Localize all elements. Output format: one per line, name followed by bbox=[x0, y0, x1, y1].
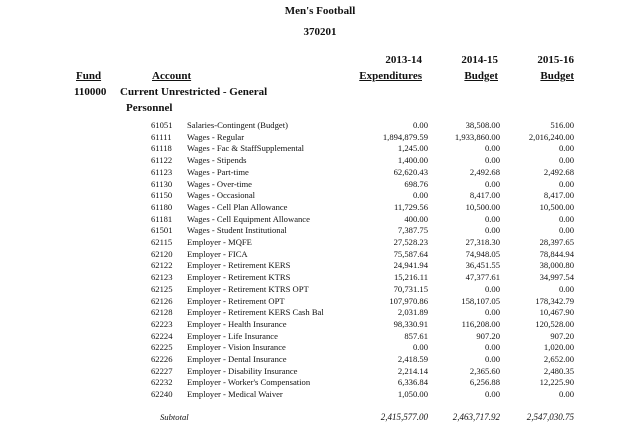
col2-value: 74,948.05 bbox=[465, 248, 500, 259]
table-row bbox=[0, 167, 640, 178]
col3-value: 0.00 bbox=[558, 155, 574, 166]
table-row bbox=[0, 272, 640, 283]
col3-value: 907.20 bbox=[550, 330, 574, 341]
account-description: Employer - Health Insurance bbox=[187, 318, 287, 329]
table-row bbox=[0, 179, 640, 190]
account-description: Salaries-Contingent (Budget) bbox=[187, 120, 288, 130]
col1-value: 1,050.00 bbox=[397, 389, 428, 400]
col1-value: 62,620.43 bbox=[393, 166, 428, 177]
col3-value: 38,000.80 bbox=[539, 260, 574, 271]
col1-value: 70,731.15 bbox=[393, 283, 428, 294]
account-code: 62125 bbox=[151, 283, 173, 294]
col3-value: 2,016,240.00 bbox=[528, 131, 574, 142]
col2-value: 0.00 bbox=[484, 342, 500, 353]
col1-value: 98,330.91 bbox=[393, 318, 428, 329]
col2-value: 2,492.68 bbox=[469, 166, 500, 177]
col2-value: 0.00 bbox=[484, 389, 500, 400]
col3-value: 78,844.94 bbox=[539, 248, 574, 259]
account-code: 61122 bbox=[151, 155, 173, 166]
account-code: 62123 bbox=[151, 272, 173, 283]
table-row bbox=[0, 354, 640, 365]
table-row bbox=[0, 237, 640, 248]
col2-value: 2,365.60 bbox=[469, 365, 500, 376]
account-code: 62240 bbox=[151, 389, 173, 400]
table-row bbox=[0, 296, 640, 307]
account-description: Wages - Part-time bbox=[187, 166, 249, 177]
table-row bbox=[0, 249, 640, 260]
account-code: 62224 bbox=[151, 330, 173, 341]
report-code: 370201 bbox=[303, 26, 337, 38]
col1-value: 698.76 bbox=[404, 178, 428, 189]
col3-value: 0.00 bbox=[558, 389, 574, 400]
account-description: Employer - Retirement KERS Cash Bal bbox=[187, 307, 324, 318]
account-description: Wages - Regular bbox=[187, 131, 245, 142]
col3-value: 10,500.00 bbox=[539, 201, 574, 212]
col3-value: 2,492.68 bbox=[543, 166, 574, 177]
account-code: 62122 bbox=[151, 260, 173, 271]
table-row bbox=[0, 155, 640, 166]
col2-value: 10,500.00 bbox=[465, 201, 500, 212]
col3-value: 0.00 bbox=[558, 178, 574, 189]
account-description: Employer - FICA bbox=[187, 248, 248, 259]
fund-number: 110000 bbox=[74, 86, 107, 98]
report-title: Men's Football bbox=[284, 5, 356, 17]
account-code: 61123 bbox=[151, 166, 173, 177]
col2-value: 0.00 bbox=[484, 354, 500, 364]
table-row bbox=[0, 366, 640, 377]
col2-value: 158,107.05 bbox=[461, 295, 500, 306]
col3-value: 0.00 bbox=[558, 225, 574, 236]
col1-value: 0.00 bbox=[412, 190, 428, 201]
account-code: 61150 bbox=[151, 190, 173, 201]
account-description: Wages - Student Institutional bbox=[187, 225, 287, 236]
account-description: Employer - Vision Insurance bbox=[187, 342, 286, 353]
account-description: Employer - Medical Waiver bbox=[187, 389, 283, 400]
account-code: 61181 bbox=[151, 213, 173, 224]
col2-value: 27,318.30 bbox=[465, 237, 500, 247]
account-description: Wages - Stipends bbox=[187, 155, 247, 166]
col3-value: 1,020.00 bbox=[543, 342, 574, 353]
col3-value: 0.00 bbox=[558, 283, 574, 294]
col3-value: 8,417.00 bbox=[543, 190, 574, 201]
account-description: Employer - MQFE bbox=[187, 237, 252, 247]
col2-value: 0.00 bbox=[484, 307, 500, 318]
col3-value: 12,225.90 bbox=[539, 377, 574, 388]
account-description: Employer - Retirement OPT bbox=[187, 295, 285, 306]
table-row bbox=[0, 284, 640, 295]
account-code: 62223 bbox=[151, 318, 173, 329]
account-code: 62226 bbox=[151, 354, 173, 364]
account-description: Employer - Dental Insurance bbox=[187, 354, 287, 364]
subtotal-row bbox=[0, 412, 640, 423]
col3-value: 0.00 bbox=[558, 213, 574, 224]
col3-value: 34,997.54 bbox=[539, 272, 574, 283]
col2-value: 0.00 bbox=[484, 283, 500, 294]
account-code: 62128 bbox=[151, 307, 173, 318]
col1-value: 0.00 bbox=[412, 120, 428, 130]
account-description: Employer - Life Insurance bbox=[187, 330, 278, 341]
col1-value: 2,214.14 bbox=[397, 365, 428, 376]
table-row bbox=[0, 342, 640, 353]
col1-value: 0.00 bbox=[412, 342, 428, 353]
fund-column-header: Fund bbox=[76, 70, 102, 82]
section-heading: Personnel bbox=[126, 102, 173, 114]
account-code: 61111 bbox=[151, 131, 172, 142]
col2-value: 0.00 bbox=[484, 143, 500, 154]
account-description: Employer - Retirement KTRS bbox=[187, 272, 291, 283]
account-code: 61118 bbox=[151, 143, 172, 154]
account-code: 62232 bbox=[151, 377, 173, 388]
col1-value: 107,970.86 bbox=[389, 295, 428, 306]
col2-value: 36,451.55 bbox=[465, 260, 500, 271]
col2-value: 8,417.00 bbox=[469, 190, 500, 201]
col2-value: 6,256.88 bbox=[469, 377, 500, 388]
table-row bbox=[0, 132, 640, 143]
col1-year-header: 2013-14 bbox=[385, 54, 422, 66]
col3-label-header: Budget bbox=[540, 70, 574, 82]
table-row bbox=[0, 319, 640, 330]
account-code: 62227 bbox=[151, 365, 173, 376]
table-row bbox=[0, 389, 640, 400]
account-code: 61130 bbox=[151, 178, 173, 189]
subtotal-col1: 2,415,577.00 bbox=[380, 412, 428, 422]
col1-value: 11,729.56 bbox=[393, 201, 428, 212]
col3-value: 178,342.79 bbox=[535, 295, 574, 306]
col3-value: 2,652.00 bbox=[543, 354, 574, 364]
col3-value: 28,397.65 bbox=[539, 237, 574, 247]
col2-value: 38,508.00 bbox=[465, 120, 500, 130]
col2-value: 0.00 bbox=[484, 155, 500, 166]
account-code: 62126 bbox=[151, 295, 173, 306]
account-description: Employer - Retirement KERS bbox=[187, 260, 291, 271]
account-description: Employer - Worker's Compensation bbox=[187, 377, 311, 388]
col1-value: 400.00 bbox=[404, 213, 428, 224]
col2-value: 0.00 bbox=[484, 178, 500, 189]
col3-value: 2,480.35 bbox=[543, 365, 574, 376]
col1-value: 27,528.23 bbox=[393, 237, 428, 247]
col1-value: 7,387.75 bbox=[397, 225, 428, 236]
account-code: 61501 bbox=[151, 225, 173, 236]
table-row bbox=[0, 331, 640, 342]
table-row bbox=[0, 202, 640, 213]
col1-value: 15,216.11 bbox=[393, 272, 428, 283]
col2-label-header: Budget bbox=[464, 70, 498, 82]
account-description: Wages - Cell Plan Allowance bbox=[187, 201, 288, 212]
col1-value: 2,418.59 bbox=[397, 354, 428, 364]
col2-value: 47,377.61 bbox=[465, 272, 500, 283]
account-code: 61051 bbox=[151, 120, 173, 130]
col1-value: 6,336.84 bbox=[397, 377, 428, 388]
col2-value: 1,933,860.00 bbox=[454, 131, 500, 142]
subtotal-label: Subtotal bbox=[160, 412, 189, 422]
table-row bbox=[0, 225, 640, 236]
account-column-header: Account bbox=[152, 70, 192, 82]
col2-value: 0.00 bbox=[484, 225, 500, 236]
account-description: Wages - Fac & StaffSupplemental bbox=[187, 143, 305, 154]
table-row bbox=[0, 120, 640, 131]
account-description: Wages - Cell Equipment Allowance bbox=[187, 213, 310, 224]
col1-value: 1,400.00 bbox=[397, 155, 428, 166]
account-description: Employer - Retirement KTRS OPT bbox=[187, 283, 309, 294]
col1-label-header: Expenditures bbox=[359, 70, 422, 82]
col1-value: 1,894,879.59 bbox=[382, 131, 428, 142]
account-description: Wages - Occasional bbox=[187, 190, 256, 201]
col2-year-header: 2014-15 bbox=[461, 54, 498, 66]
account-code: 62225 bbox=[151, 342, 173, 353]
table-row bbox=[0, 307, 640, 318]
col3-value: 0.00 bbox=[558, 143, 574, 154]
col2-value: 116,208.00 bbox=[461, 318, 500, 329]
col1-value: 1,245.00 bbox=[397, 143, 428, 154]
col3-value: 10,467.90 bbox=[539, 307, 574, 318]
account-code: 61180 bbox=[151, 201, 173, 212]
col3-value: 516.00 bbox=[550, 120, 574, 130]
subtotal-col3: 2,547,030.75 bbox=[526, 412, 574, 422]
account-description: Employer - Disability Insurance bbox=[187, 365, 298, 376]
col3-value: 120,528.00 bbox=[535, 318, 574, 329]
table-row bbox=[0, 377, 640, 388]
table-row bbox=[0, 143, 640, 154]
col1-value: 2,031.89 bbox=[397, 307, 428, 318]
col3-year-header: 2015-16 bbox=[537, 54, 574, 66]
account-description: Wages - Over-time bbox=[187, 178, 252, 189]
col2-value: 907.20 bbox=[476, 330, 500, 341]
fund-name: Current Unrestricted - General bbox=[120, 86, 268, 98]
col2-value: 0.00 bbox=[484, 213, 500, 224]
account-code: 62115 bbox=[151, 237, 173, 247]
col1-value: 75,587.64 bbox=[393, 248, 428, 259]
account-code: 62120 bbox=[151, 248, 173, 259]
table-row bbox=[0, 214, 640, 225]
col1-value: 24,941.94 bbox=[393, 260, 428, 271]
table-row bbox=[0, 260, 640, 271]
table-row bbox=[0, 190, 640, 201]
col1-value: 857.61 bbox=[404, 330, 428, 341]
subtotal-col2: 2,463,717.92 bbox=[452, 412, 500, 422]
